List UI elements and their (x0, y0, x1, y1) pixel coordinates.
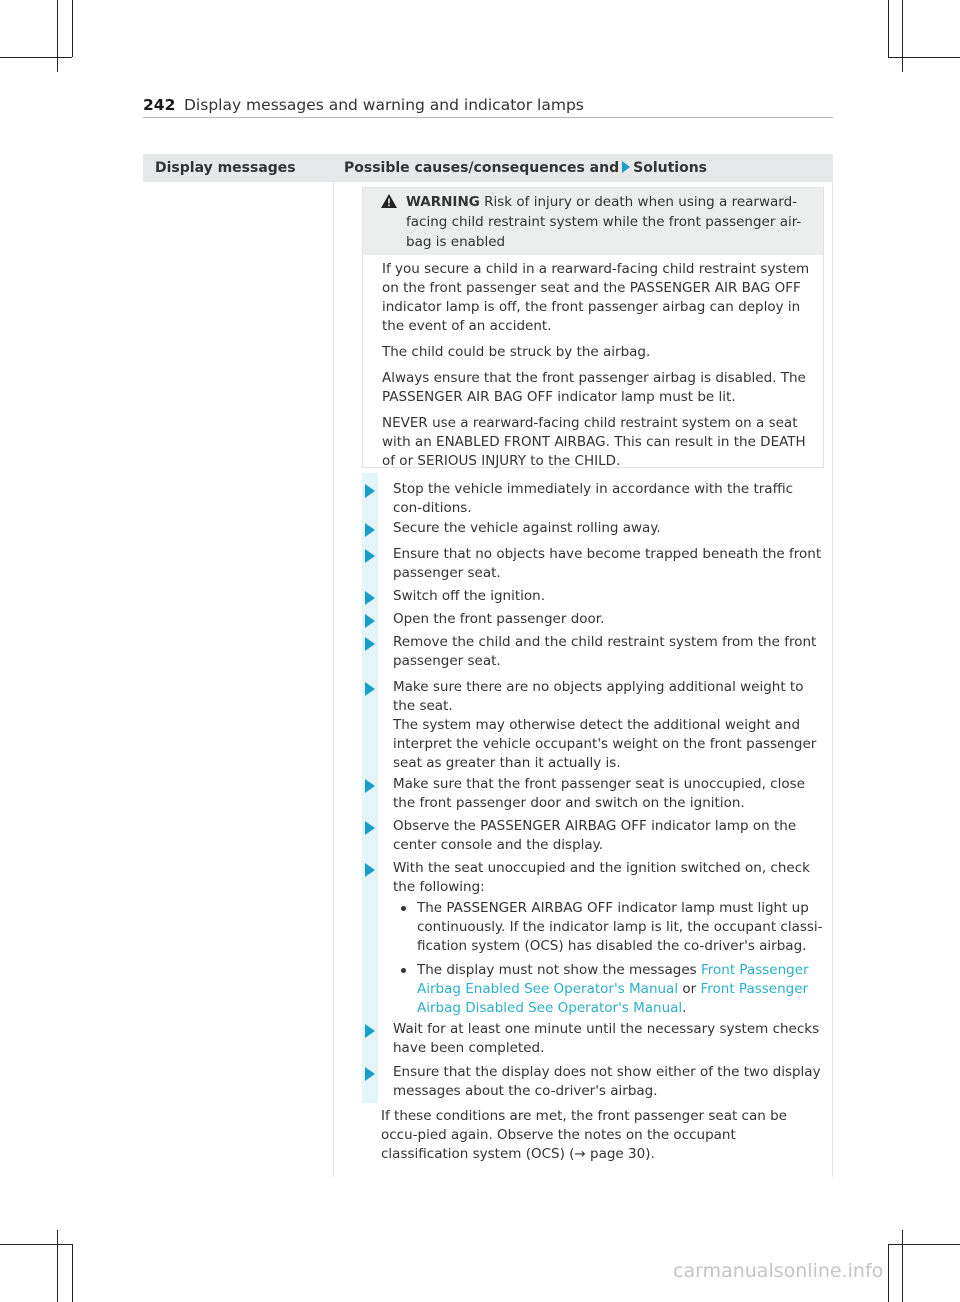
warning-label: WARNING (406, 194, 480, 210)
column-header-causes: Possible causes/consequences and (344, 160, 620, 176)
step-text: Open the front passenger door. (393, 611, 605, 627)
step-text: Remove the child and the child restraint system from the front passenger seat. (393, 634, 817, 669)
step-arrow-icon (365, 1024, 375, 1038)
display-message-disabled: Front Passenger Airbag Disabled See Operator's Manual (417, 981, 809, 1016)
crop-mark (902, 1230, 903, 1302)
column-divider (333, 182, 334, 1177)
step-arrow-icon (365, 637, 375, 651)
step-text: Make sure that the front passenger seat is unoccupied, close the front passenger door and switch on the ignition. (393, 776, 805, 811)
list-item-text: The display must not show the messages (417, 962, 701, 978)
column-header-solutions-label: Solutions (633, 160, 708, 176)
warning-header (363, 188, 823, 255)
warning-body (382, 260, 814, 478)
step-text-note: The system may otherwise detect the additional weight and interpret the vehicle occupant's weight on the front passenger seat as greater than it actually is. (393, 717, 817, 771)
bullet-icon (401, 906, 406, 911)
table-header (143, 154, 833, 182)
crop-mark (902, 0, 903, 72)
list-item-text: or (678, 981, 701, 997)
step-arrow-icon (365, 863, 375, 877)
warning-paragraph: NEVER use a rearward-facing child restraint system on a seat with an ENABLED FRONT AIRBAG. This can result in the DEATH of or SERIOUS INJURY to the CHILD. (382, 415, 806, 469)
step-text: Wait for at least one minute until the necessary system checks have been completed. (393, 1021, 820, 1056)
list-item-text: . (682, 1000, 687, 1016)
step-text (393, 859, 823, 1023)
crop-mark (888, 57, 960, 58)
step-arrow-icon (365, 484, 375, 498)
crop-mark (0, 57, 72, 58)
list-item-text: The PASSENGER AIRBAG OFF indicator lamp must light up continuously. If the indicator lamp is lit, the occupant classi-fication system (OCS) has disabled the co-driver's airbag. (417, 900, 823, 954)
solution-steps (362, 473, 822, 1103)
warning-heading-text: Risk of injury or death when using a rearward-facing child restraint system while the front passenger air-bag is enabled (406, 194, 802, 250)
check-list (393, 899, 823, 1018)
crop-mark (57, 1230, 58, 1302)
warning-heading (406, 192, 816, 252)
warning-paragraph: Always ensure that the front passenger airbag is disabled. The PASSENGER AIR BAG OFF indicator lamp must be lit. (382, 370, 806, 405)
crop-mark (888, 1244, 889, 1302)
crop-mark (72, 0, 73, 57)
warning-paragraph: If you secure a child in a rearward-facing child restraint system on the front passenger seat and the PASSENGER AIR BAG OFF indicator lamp is off, the front passenger airbag can deploy in the event of an accident. (382, 261, 810, 334)
crop-mark (888, 1244, 960, 1245)
crop-mark (0, 1244, 72, 1245)
solution-arrow-icon (622, 161, 630, 173)
step-arrow-icon (365, 614, 375, 628)
step-arrow-icon (365, 549, 375, 563)
header-divider (143, 117, 833, 118)
step-text (393, 678, 823, 773)
step-text: Stop the vehicle immediately in accordance with the traffic con-ditions. (393, 481, 794, 516)
step-arrow-icon (365, 682, 375, 696)
watermark: carmanualsonline.info (673, 1260, 884, 1282)
page-number: 242 (143, 96, 176, 114)
display-message-enabled: Front Passenger Airbag Enabled See Operator's Manual (417, 962, 809, 997)
closing-paragraph: If these conditions are met, the front passenger seat can be occu-pied again. Observe the notes on the occupant classification system (OCS) (→ page 30). (381, 1108, 787, 1162)
crop-mark (888, 0, 889, 57)
warning-paragraph: The child could be struck by the airbag. (382, 344, 651, 360)
step-text-line: With the seat unoccupied and the ignition switched on, check the following: (393, 860, 810, 895)
page-title: Display messages and warning and indicator lamps (184, 96, 584, 114)
crop-mark (57, 0, 58, 72)
column-header-solutions (344, 160, 707, 176)
step-arrow-icon (365, 821, 375, 835)
step-arrow-icon (365, 779, 375, 793)
list-item (393, 899, 823, 956)
step-text-line: Make sure there are no objects applying additional weight to the seat. (393, 679, 804, 714)
list-item (393, 961, 823, 1018)
column-header-display-messages: Display messages (155, 160, 296, 176)
step-text: Secure the vehicle against rolling away. (393, 520, 661, 536)
step-text: Ensure that the display does not show either of the two display messages about the co-driver's airbag. (393, 1064, 821, 1099)
bullet-icon (401, 968, 406, 973)
warning-triangle-icon (380, 193, 398, 209)
table-right-border (832, 182, 833, 1177)
step-text: Switch off the ignition. (393, 588, 546, 604)
step-text: Ensure that no objects have become trapped beneath the front passenger seat. (393, 546, 822, 581)
step-arrow-icon (365, 523, 375, 537)
step-text: Observe the PASSENGER AIRBAG OFF indicator lamp on the center console and the display. (393, 818, 797, 853)
step-arrow-icon (365, 591, 375, 605)
warning-box (362, 187, 824, 468)
crop-mark (72, 1244, 73, 1302)
step-arrow-icon (365, 1067, 375, 1081)
